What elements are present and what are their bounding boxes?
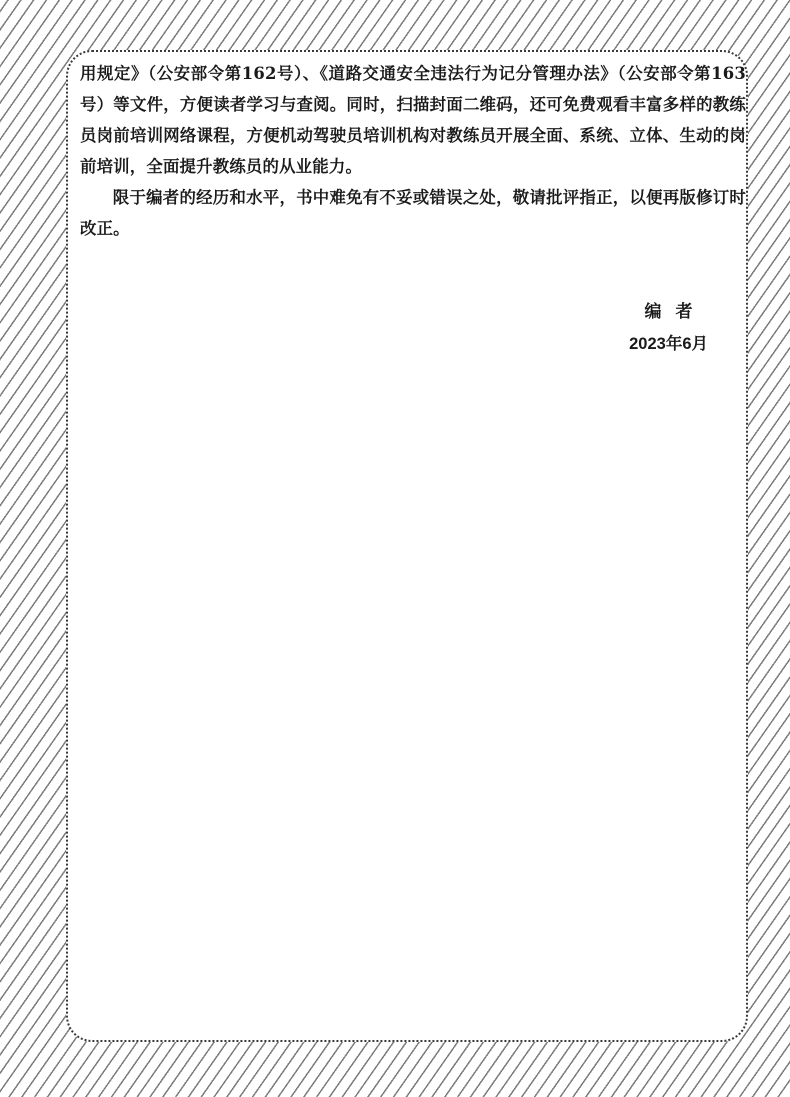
preface-body [80,58,746,244]
signature-date: 2023年6月 [629,335,708,353]
author-signature: 编者 [644,302,707,322]
signature-block [629,296,708,360]
paragraph-closing: 限于编者的经历和水平，书中难免有不妥或错误之处，敬请批评指正，以便再版修订时改正。 [80,188,746,238]
paragraph-continued: 用规定》（公安部令第162号）、《道路交通安全违法行为记分管理办法》（公安部令第163号）等文件，方便读者学习与查阅。同时，扫描封面二维码，还可免费观看丰富多样的教练员岗前培训网络课程，方便机动驾驶员培训机构对教练员开展全面、系统、立体、生动的岗前培训，全面提升教练员的从业能力。 [80,64,746,176]
